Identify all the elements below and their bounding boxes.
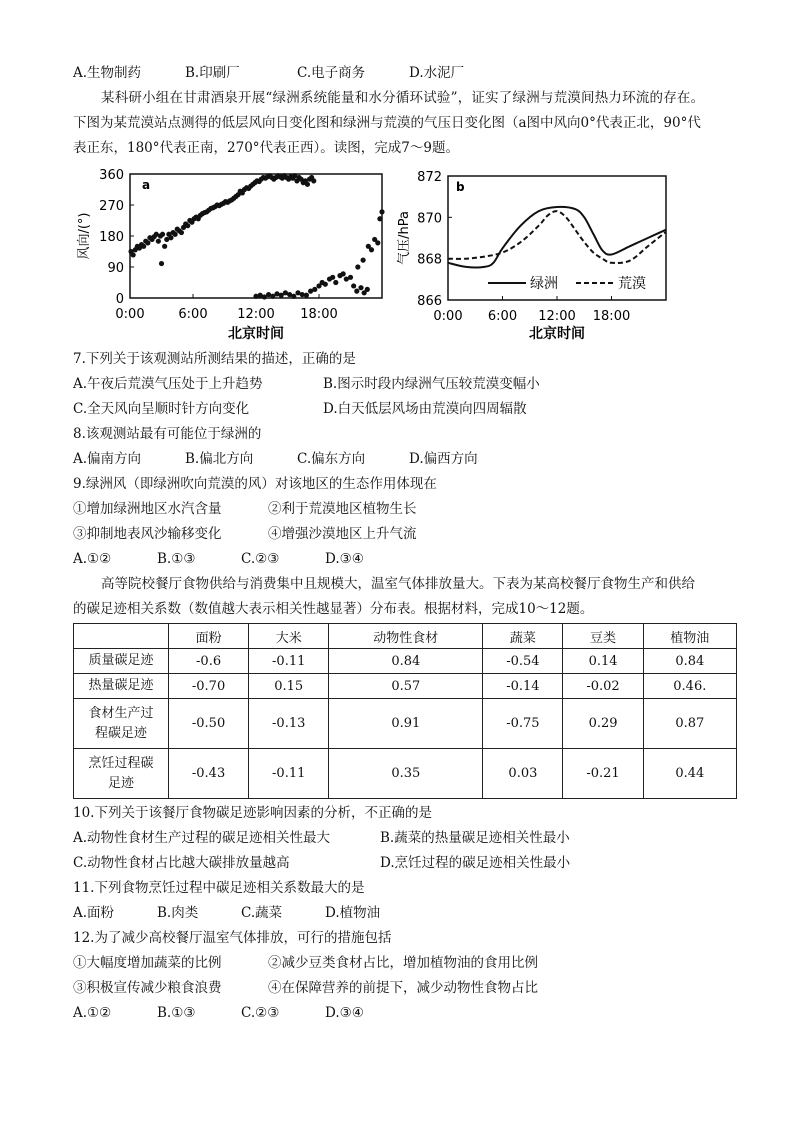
- chart-b-ytick-label: 872: [417, 170, 442, 185]
- intro2-line1: 高等院校餐厅食物供给与消费集中且规模大，温室气体排放量大。下表为某高校餐厅食物生产和供给: [101, 576, 695, 592]
- row-header: [74, 749, 169, 799]
- chart-b-xtick-label: 18:00: [592, 309, 631, 324]
- wind-direction-point: [355, 264, 360, 269]
- wind-direction-point: [305, 182, 310, 187]
- row-header-line: 足迹: [107, 775, 134, 791]
- table-cell: 0.29: [563, 699, 643, 749]
- table-cell: 0.44: [643, 749, 736, 799]
- q12-stem: 12.为了减少高校餐厅温室气体排放，可行的措施包括: [73, 930, 392, 946]
- table-cell: -0.11: [249, 749, 329, 799]
- chart-a-xtick-label: 0:00: [115, 307, 145, 322]
- q12-options: [73, 1003, 364, 1023]
- table-cell: 0.84: [329, 649, 483, 674]
- table-cell: -0.70: [169, 674, 249, 699]
- table-cell: -0.02: [563, 674, 643, 699]
- wind-direction-point: [323, 282, 328, 287]
- chart-b-ytick-label: 870: [417, 211, 442, 227]
- q9-statement-1: ①增加绿洲地区水汽含量: [73, 501, 222, 517]
- wind-direction-point: [185, 223, 190, 228]
- q10-stem: 10.下列关于该餐厅食物碳足迹影响因素的分析，不正确的是: [73, 805, 432, 821]
- row-header-line: 程碳足迹: [94, 725, 147, 741]
- chart-a-ytick-label: 90: [107, 261, 124, 276]
- table-cell: 0.15: [249, 674, 329, 699]
- chart-b-ytick-label: 868: [417, 252, 442, 268]
- q9-option-b[interactable]: B.①③: [157, 551, 196, 567]
- wind-direction-point: [379, 209, 384, 214]
- table-cell: -0.75: [483, 699, 563, 749]
- chart-a-ylabel: 风向/(°): [77, 212, 92, 260]
- q8-option-b[interactable]: B.偏北方向: [185, 451, 254, 467]
- table-cell: 0.57: [329, 674, 483, 699]
- table-row: [74, 749, 737, 799]
- chart-b-pressure: [397, 170, 666, 342]
- chart-b-ylabel: 气压/hPa: [397, 211, 412, 265]
- table-cell: -0.50: [169, 699, 249, 749]
- q12-option-d[interactable]: D.③④: [325, 1005, 364, 1021]
- q12-statement-1: ①大幅度增加蔬菜的比例: [73, 955, 222, 971]
- q9-options: [73, 549, 364, 569]
- intro2-line2: 的碳足迹相关系数（数值越大表示相关性越显著）分布表。根据材料，完成10～12题。: [73, 601, 594, 617]
- chart-b-xtick-label: 0:00: [433, 309, 463, 324]
- figure-wind-pressure: [70, 162, 690, 352]
- wind-direction-point: [365, 287, 370, 292]
- wind-direction-point: [361, 258, 366, 263]
- q11-options: [73, 903, 380, 923]
- table-row: [74, 674, 737, 699]
- prev-question-options: [73, 63, 464, 83]
- table-row: [74, 649, 737, 674]
- q7-stem: 7.下列关于该观测站所测结果的描述，正确的是: [73, 351, 356, 367]
- q12-option-c[interactable]: C.②③: [241, 1005, 280, 1021]
- desert-pressure-line: [448, 211, 666, 263]
- wind-direction-point: [173, 232, 178, 237]
- intro1-line3: 表正东，180°代表正南，270°代表正西）。读图，完成7～9题。: [73, 140, 459, 156]
- chart-a-xtick-label: 18:00: [300, 307, 338, 322]
- option-a[interactable]: A.生物制药: [73, 65, 142, 81]
- wind-direction-point: [141, 244, 146, 249]
- q10-option-a[interactable]: A.动物性食材生产过程的碳足迹相关性最大: [73, 830, 331, 846]
- table-cell: -0.43: [169, 749, 249, 799]
- q8-option-c[interactable]: C.偏东方向: [297, 451, 366, 467]
- wind-direction-point: [312, 287, 317, 292]
- chart-b-xtick-label: 6:00: [487, 309, 518, 324]
- wind-direction-point: [377, 216, 382, 221]
- q12-option-a[interactable]: A.①②: [73, 1005, 112, 1021]
- table-row: [74, 699, 737, 749]
- wind-direction-point: [304, 293, 309, 298]
- intro1-line2: 下图为某荒漠站点测得的低层风向日变化图和绿洲与荒漠的气压日变化图（a图中风向0°代表正北，90°代: [73, 115, 701, 131]
- wind-direction-point: [311, 178, 316, 183]
- wind-direction-point: [358, 285, 363, 290]
- carbon-footprint-table: [73, 623, 737, 799]
- wind-direction-point: [179, 230, 184, 235]
- q8-option-a[interactable]: A.偏南方向: [73, 451, 142, 467]
- chart-a-wind-direction: [77, 168, 385, 342]
- table-cell: 0.91: [329, 699, 483, 749]
- q7-option-c[interactable]: C.全天风向呈顺时针方向变化: [73, 401, 250, 417]
- q9-option-a[interactable]: A.①②: [73, 551, 112, 567]
- q7-option-d[interactable]: D.白天低层风场由荒漠向四周辐散: [323, 401, 527, 417]
- table-cell: -0.54: [483, 649, 563, 674]
- option-b[interactable]: B.印刷厂: [185, 65, 240, 81]
- q10-option-b[interactable]: B.蔬菜的热量碳足迹相关性最小: [380, 830, 570, 846]
- wind-direction-point: [131, 252, 136, 257]
- row-header: [74, 699, 169, 749]
- q9-stem: 9.绿洲风（即绿洲吹向荒漠的风）对该地区的生态作用体现在: [73, 476, 437, 492]
- q8-options: [73, 449, 478, 469]
- table-header-row: [74, 624, 737, 649]
- wind-direction-point: [168, 235, 173, 240]
- chart-b-xlabel: 北京时间: [529, 326, 585, 342]
- q12-statement-2: ②减少豆类食材占比，增加植物油的食用比例: [268, 955, 538, 971]
- legend-oasis-label: 绿洲: [530, 276, 558, 292]
- table-header-cell: 动物性食材: [329, 624, 483, 649]
- q11-option-b[interactable]: B.肉类: [157, 905, 199, 921]
- chart-a-xtick-label: 6:00: [178, 307, 208, 322]
- q10-option-c[interactable]: C.动物性食材占比越大碳排放量越高: [73, 855, 290, 871]
- wind-direction-point: [369, 247, 374, 252]
- table-header-cell: 植物油: [643, 624, 736, 649]
- intro1-line1: 某科研小组在甘肃酒泉开展“绿洲系统能量和水分循环试验”，证实了绿洲与荒漠间热力环流的存在。: [101, 90, 705, 106]
- table-cell: 0.03: [483, 749, 563, 799]
- chart-a-ytick-label: 270: [99, 199, 124, 214]
- table-cell: 0.84: [643, 649, 736, 674]
- row-header-line: 食材生产过: [88, 705, 154, 721]
- table-header-cell: 大米: [249, 624, 329, 649]
- q12-statement-4: ④在保障营养的前提下，减少动物性食物占比: [268, 980, 538, 996]
- q10-option-d[interactable]: D.烹饪过程的碳足迹相关性最小: [380, 855, 571, 871]
- wind-direction-point: [291, 294, 296, 299]
- table-header-cell: 面粉: [169, 624, 249, 649]
- q11-option-d[interactable]: D.植物油: [325, 905, 381, 921]
- q8-option-d[interactable]: D.偏西方向: [409, 451, 478, 467]
- table-cell: 0.87: [643, 699, 736, 749]
- chart-a-xtick-label: 12:00: [237, 307, 275, 322]
- q12-statement-3: ③积极宣传减少粮食浪费: [73, 980, 222, 996]
- q9-statement-3: ③抑制地表风沙输移变化: [73, 526, 222, 542]
- table-cell: -0.21: [563, 749, 643, 799]
- wind-direction-point: [160, 232, 165, 237]
- option-c[interactable]: C.电子商务: [297, 65, 366, 81]
- q7-option-b[interactable]: B.图示时段内绿洲气压较荒漠变幅小: [323, 376, 540, 392]
- wind-direction-point: [145, 240, 150, 245]
- q11-option-c[interactable]: C.蔬菜: [241, 905, 283, 921]
- table-header-cell: 豆类: [563, 624, 643, 649]
- q11-option-a[interactable]: A.面粉: [73, 905, 115, 921]
- q9-option-c[interactable]: C.②③: [241, 551, 280, 567]
- legend-desert-label: 荒漠: [618, 276, 646, 292]
- wind-direction-point: [351, 283, 356, 288]
- chart-b-legend: [488, 276, 646, 292]
- q8-stem: 8.该观测站最有可能位于绿洲的: [73, 426, 262, 442]
- option-d[interactable]: D.水泥厂: [409, 65, 465, 81]
- wind-direction-point: [341, 271, 346, 276]
- chart-a-xlabel: 北京时间: [228, 326, 284, 342]
- wind-direction-point: [162, 244, 167, 249]
- q12-option-b[interactable]: B.①③: [157, 1005, 196, 1021]
- chart-a-panel-label: a: [142, 178, 151, 192]
- table-header-cell: 蔬菜: [483, 624, 563, 649]
- table-cell: -0.6: [169, 649, 249, 674]
- wind-direction-point: [348, 275, 353, 280]
- table-cell: 0.46.: [643, 674, 736, 699]
- row-header: 质量碳足迹: [74, 649, 169, 674]
- wind-direction-point: [330, 275, 335, 280]
- table-header-cell: [74, 624, 169, 649]
- q9-statement-4: ④增强沙漠地区上升气流: [268, 526, 417, 542]
- table-cell: 0.35: [329, 749, 483, 799]
- wind-direction-point: [156, 239, 161, 244]
- chart-b-xtick-label: 12:00: [538, 309, 576, 324]
- wind-direction-point: [375, 240, 380, 245]
- row-header-line: 烹饪过程碳: [88, 755, 154, 771]
- chart-a-ytick-label: 0: [115, 292, 124, 307]
- row-header: 热量碳足迹: [74, 674, 169, 699]
- chart-b-ytick-label: 866: [417, 294, 442, 309]
- q7-option-a[interactable]: A.午夜后荒漠气压处于上升趋势: [73, 376, 263, 392]
- q11-stem: 11.下列食物烹饪过程中碳足迹相关系数最大的是: [73, 880, 365, 896]
- table-cell: -0.11: [249, 649, 329, 674]
- wind-direction-point: [159, 261, 164, 266]
- chart-b-panel-label: b: [456, 180, 465, 194]
- table-cell: -0.14: [483, 674, 563, 699]
- table-cell: -0.13: [249, 699, 329, 749]
- chart-a-ytick-label: 360: [99, 168, 124, 183]
- chart-a-ytick-label: 180: [99, 230, 124, 245]
- wind-direction-point: [354, 289, 359, 294]
- wind-direction-point: [333, 280, 338, 285]
- q9-statement-2: ②利于荒漠地区植物生长: [268, 501, 417, 517]
- table-cell: 0.14: [563, 649, 643, 674]
- q9-option-d[interactable]: D.③④: [325, 551, 364, 567]
